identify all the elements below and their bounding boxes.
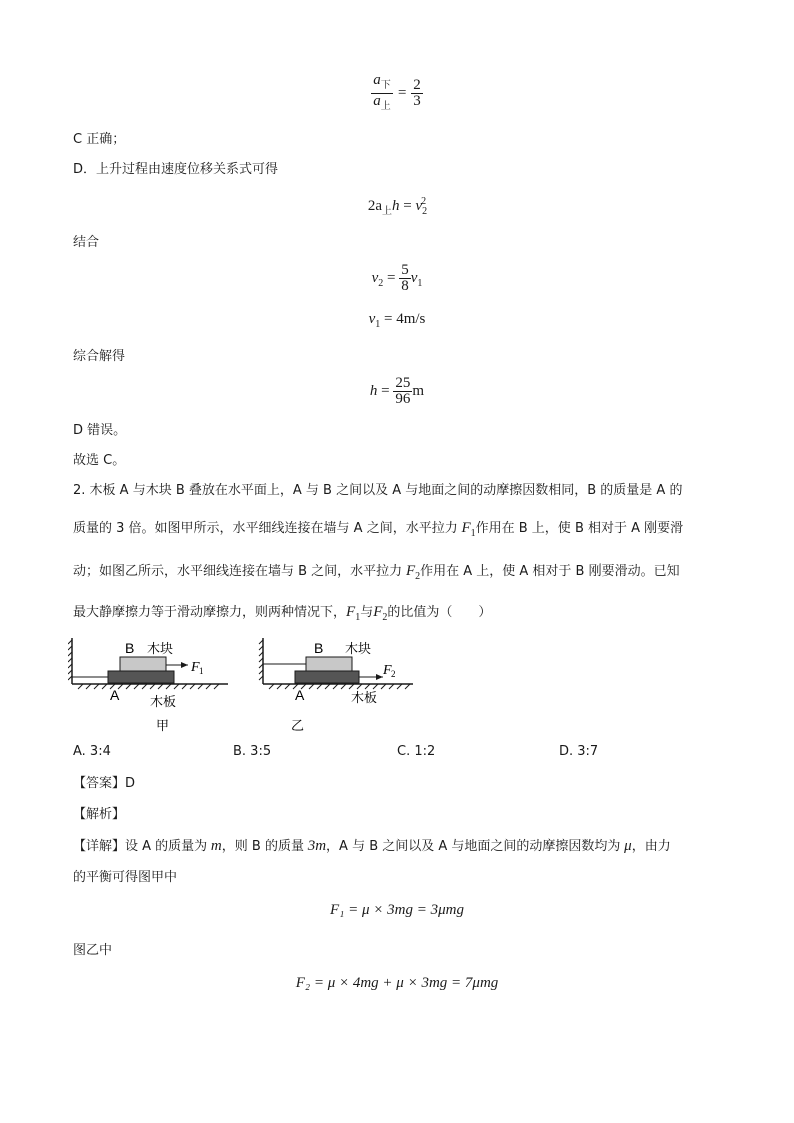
eq-v2-sign: = bbox=[383, 269, 400, 286]
eq-v2-v: v bbox=[371, 269, 379, 286]
label-b: B bbox=[125, 640, 135, 656]
option-b[interactable]: B. 3:5 bbox=[233, 744, 272, 759]
frac-h-den: 96 bbox=[395, 391, 411, 407]
q2-line-4c: 的比值为（ ） bbox=[387, 605, 492, 620]
label-block: 木块 bbox=[345, 642, 372, 657]
q2-line-3: 动；如图乙所示，水平细线连接在墙与 B 之间，水平拉力 $F_2$作用在 A 上，使 A 相对于 B 刚要滑动。已知 bbox=[73, 563, 680, 582]
formula-acceleration-ratio: $\frac{a_下}{a_上}$ = $\frac{2}{3}$ bbox=[373, 72, 421, 112]
formula-f2: F₂ = μ × 4mg + μ × 3mg = 7μmg bbox=[295, 975, 499, 991]
formula-f1: F₁ = μ × 3mg = 3μmg bbox=[330, 902, 464, 918]
q2-line-2b: 作用在 B 上，使 B 相对于 A 刚要滑 bbox=[475, 521, 684, 536]
choose-text: 故选 C。 bbox=[73, 453, 126, 468]
label-block: 木块 bbox=[147, 642, 174, 657]
q2-line-2: 质量的 3 倍。如图甲所示，水平细线连接在墙与 A 之间，水平拉力 $F_1$作用在 B 上，使 B 相对于 A 刚要滑 bbox=[73, 520, 684, 539]
block-b bbox=[120, 657, 166, 671]
label-b: B bbox=[314, 640, 324, 656]
formula-2ah bbox=[0, 196, 794, 217]
option-c[interactable]: C. 1:2 bbox=[397, 744, 436, 759]
fraction-denominator: 3 bbox=[413, 93, 421, 109]
formula-h bbox=[0, 376, 794, 407]
fraction-a-ratio: $\frac{a_下}{a_上}$ bbox=[373, 72, 391, 112]
d-intro-text: D．上升过程由速度位移关系式可得 bbox=[73, 162, 279, 177]
sub-down: 下 bbox=[380, 80, 391, 91]
formula-v1: $v_1 = 4m/s$ bbox=[368, 311, 426, 330]
eq-h-unit: m bbox=[412, 382, 425, 399]
fraction-five-eighths bbox=[399, 263, 411, 294]
detail-line-2: 的平衡可得图甲中 bbox=[73, 870, 178, 885]
formula-v2 bbox=[0, 263, 794, 294]
combine-text: 结合 bbox=[73, 235, 100, 250]
label-a: A bbox=[295, 687, 305, 703]
figure-jia bbox=[68, 636, 238, 736]
q2-line-4a: 最大静摩擦力等于滑动摩擦力，则两种情况下， bbox=[73, 605, 347, 620]
q2-line-2a: 质量的 3 倍。如图甲所示，水平细线连接在墙与 A 之间，水平拉力 bbox=[73, 521, 458, 536]
detail-line-1: 【详解】设 A 的质量为 m，则 B 的质量 3m，A 与 B 之间以及 A 与地面之间的动摩擦因数均为 μ，由力 bbox=[73, 838, 671, 854]
block-b bbox=[306, 657, 352, 671]
q2-line-1: 2. 木板 A 与木块 B 叠放在水平面上，A 与 B 之间以及 A 与地面之间的动摩擦因数相同，B 的质量是 A 的 bbox=[73, 483, 683, 498]
detail-1a: 【详解】设 A 的质量为 bbox=[73, 839, 208, 854]
eq-v2-v1: v bbox=[410, 269, 418, 286]
eq-v-sup: 2 bbox=[421, 196, 427, 207]
c-correct-text: C 正确； bbox=[73, 132, 126, 147]
eq-sub-up: 上 bbox=[382, 206, 393, 217]
label-board: 木板 bbox=[150, 695, 177, 710]
answer-text: 【答案】D bbox=[73, 776, 136, 791]
fraction-25-96 bbox=[393, 376, 412, 407]
fraction-numerator: 2 bbox=[413, 77, 421, 93]
fraction-two-thirds bbox=[411, 78, 423, 109]
eq-2a: 2a bbox=[367, 198, 383, 214]
eq-v2-v1-sub: 1 bbox=[417, 277, 423, 289]
q2-line-3b: 作用在 A 上，使 A 相对于 B 刚要滑动。已知 bbox=[420, 564, 680, 579]
eq-h-sign: = bbox=[377, 382, 394, 399]
q2-line-4: 最大静摩擦力等于滑动摩擦力，则两种情况下，$F_1$与$F_2$的比值为（ ） bbox=[73, 604, 492, 623]
frac-num: 5 bbox=[401, 262, 409, 278]
q2-line-4b: 与 bbox=[360, 605, 374, 620]
solve-text: 综合解得 bbox=[73, 349, 126, 364]
eq-h: h bbox=[392, 198, 400, 214]
board-a bbox=[108, 671, 174, 683]
frac-h-num: 25 bbox=[395, 375, 411, 391]
label-board: 木板 bbox=[351, 691, 378, 706]
caption-jia: 甲 bbox=[156, 719, 170, 734]
eq-sign: = bbox=[399, 198, 416, 214]
option-d[interactable]: D. 3:7 bbox=[559, 744, 599, 759]
label-a: A bbox=[110, 687, 120, 703]
analysis-text: 【解析】 bbox=[73, 807, 126, 822]
eq-v-sub: 2 bbox=[422, 206, 428, 217]
d-wrong-text: D 错误。 bbox=[73, 423, 127, 438]
detail-1c: ，A 与 B 之间以及 A 与地面之间的动摩擦因数均为 bbox=[326, 839, 621, 854]
eq-h-lhs: h bbox=[369, 382, 378, 399]
eq-v: v bbox=[415, 198, 423, 214]
option-a[interactable]: A. 3:4 bbox=[73, 744, 111, 759]
q2-line-3a: 动；如图乙所示，水平细线连接在墙与 B 之间，水平拉力 bbox=[73, 564, 403, 579]
label-f-sub: 2 bbox=[391, 669, 396, 679]
label-f-sub: 1 bbox=[199, 666, 204, 676]
sub-up: 上 bbox=[380, 101, 391, 112]
eq-v1-value: = 4m/s bbox=[384, 311, 426, 327]
fig-b-label: 图乙中 bbox=[73, 943, 113, 958]
board-a bbox=[295, 671, 359, 683]
label-f: F bbox=[191, 660, 200, 675]
eq-v2-sub: 2 bbox=[378, 277, 384, 289]
detail-1b: ，则 B 的质量 bbox=[221, 839, 304, 854]
caption-yi: 乙 bbox=[291, 719, 305, 734]
detail-1d: ，由力 bbox=[631, 839, 671, 854]
frac-den: 8 bbox=[401, 278, 409, 294]
label-f: F bbox=[383, 663, 392, 678]
figure-yi bbox=[255, 636, 430, 736]
